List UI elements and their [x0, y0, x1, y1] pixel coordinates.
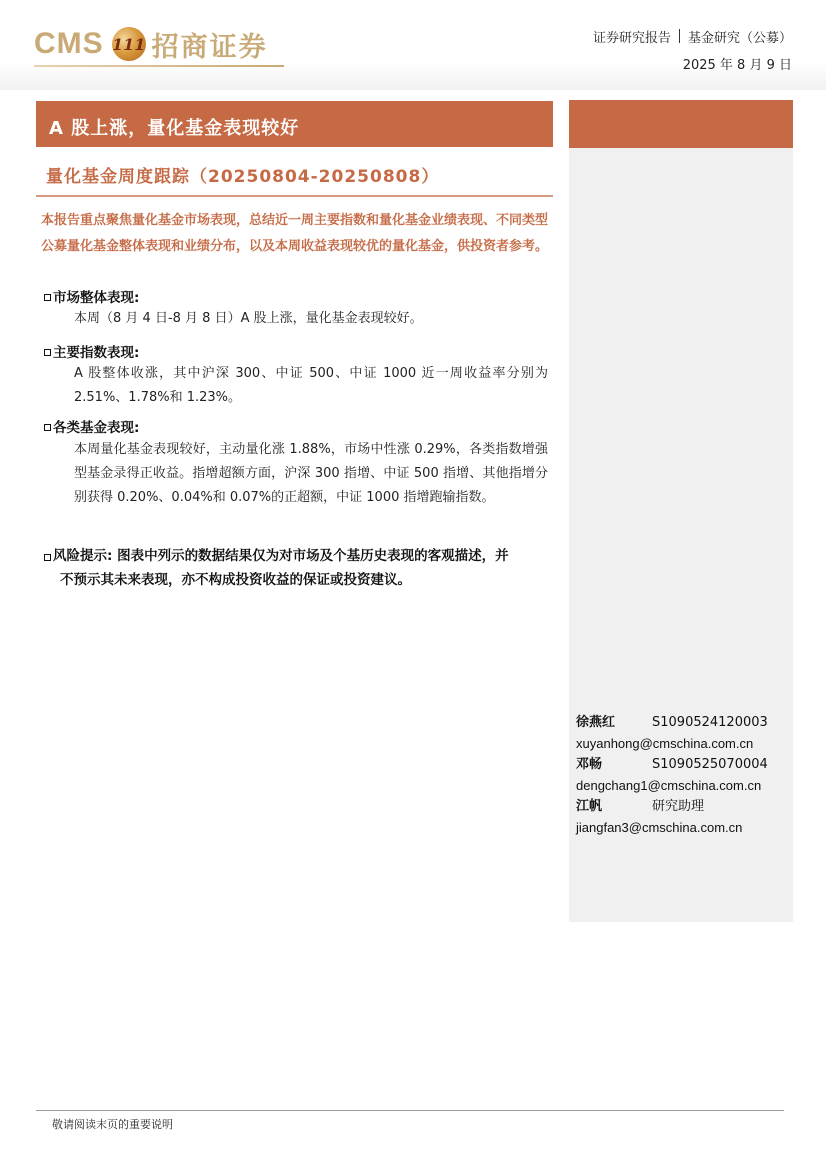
footer-divider [36, 1110, 784, 1111]
section-heading-funds [44, 416, 139, 436]
company-logo [34, 22, 268, 66]
logo-emblem-icon [112, 27, 146, 61]
footer-disclaimer: 敬请阅读末页的重要说明 [52, 1118, 173, 1131]
section-heading-text: 市场整体表现: [53, 290, 140, 306]
analyst-row [576, 796, 791, 817]
report-title: A 股上涨，量化基金表现较好 [36, 101, 553, 147]
risk-warning [44, 544, 554, 592]
section-heading-market [44, 286, 139, 306]
section-body-market: 本周（8 月 4 日-8 月 8 日）A 股上涨，量化基金表现较好。 [74, 311, 423, 326]
section-heading-text: 各类基金表现: [53, 420, 140, 436]
analyst-list [576, 712, 791, 838]
abstract: 本报告重点聚焦量化基金市场表现，总结近一周主要指数和量化基金业绩表现、不同类型公募量化基金整体表现和业绩分布，以及本周收益表现较优的量化基金，供投资者参考。 [41, 213, 549, 254]
logo-underline [34, 65, 284, 67]
analyst-email[interactable]: xuyanhong@cmschina.com.cn [576, 736, 754, 751]
section-body-funds: 本周量化基金表现较好，主动量化涨 1.88%，市场中性涨 0.29%，各类指数增强型基金录得正收益。指增超额方面，沪深 300 指增、中证 500 指增、其他指增分别获得 0.20%、0.04%和 0.07%的正超额，中证 1000 指增跑输指数。 [74, 442, 548, 505]
logo-cms-text: CMS [34, 27, 104, 60]
section-body-index: A 股整体收涨，其中沪深 300、中证 500、中证 1000 近一周收益率分别为 2.51%、1.78%和 1.23%。 [74, 366, 548, 405]
checkbox-bullet-icon [44, 424, 51, 431]
checkbox-bullet-icon [44, 554, 51, 561]
analyst-row [576, 712, 791, 733]
report-subtitle: 量化基金周度跟踪（20250804-20250808） [46, 167, 440, 187]
checkbox-bullet-icon [44, 349, 51, 356]
checkbox-bullet-icon [44, 294, 51, 301]
analyst-email[interactable]: dengchang1@cmschina.com.cn [576, 778, 762, 793]
report-category: 基金研究（公募） [687, 31, 792, 46]
risk-warning-line2: 不预示其未来表现，亦不构成投资收益的保证或投资建议。 [60, 572, 411, 588]
side-panel-header-bar [569, 100, 793, 148]
logo-emblem-text: 111 [111, 34, 146, 54]
logo-chinese-name: 招商证券 [151, 31, 268, 63]
analyst-row [576, 754, 791, 775]
analyst-name: 徐燕红 [576, 715, 616, 730]
analyst-name: 邓畅 [576, 757, 603, 772]
analyst-role: 研究助理 [652, 799, 705, 814]
section-heading-index [44, 341, 139, 361]
analyst-id: S1090525070004 [652, 757, 768, 772]
analyst-name: 江帆 [576, 799, 603, 814]
report-date: 2025 年 8 月 9 日 [682, 58, 792, 73]
analyst-email[interactable]: jiangfan3@cmschina.com.cn [576, 820, 743, 835]
report-type: 证券研究报告 [592, 31, 671, 46]
analyst-id: S1090524120003 [652, 715, 768, 730]
section-heading-text: 主要指数表现: [53, 345, 140, 361]
header-meta [593, 27, 792, 73]
header-divider [679, 29, 680, 43]
subtitle-divider [36, 195, 553, 197]
risk-warning-line1: 风险提示: 图表中列示的数据结果仅为对市场及个基历史表现的客观描述，并 [53, 548, 509, 564]
